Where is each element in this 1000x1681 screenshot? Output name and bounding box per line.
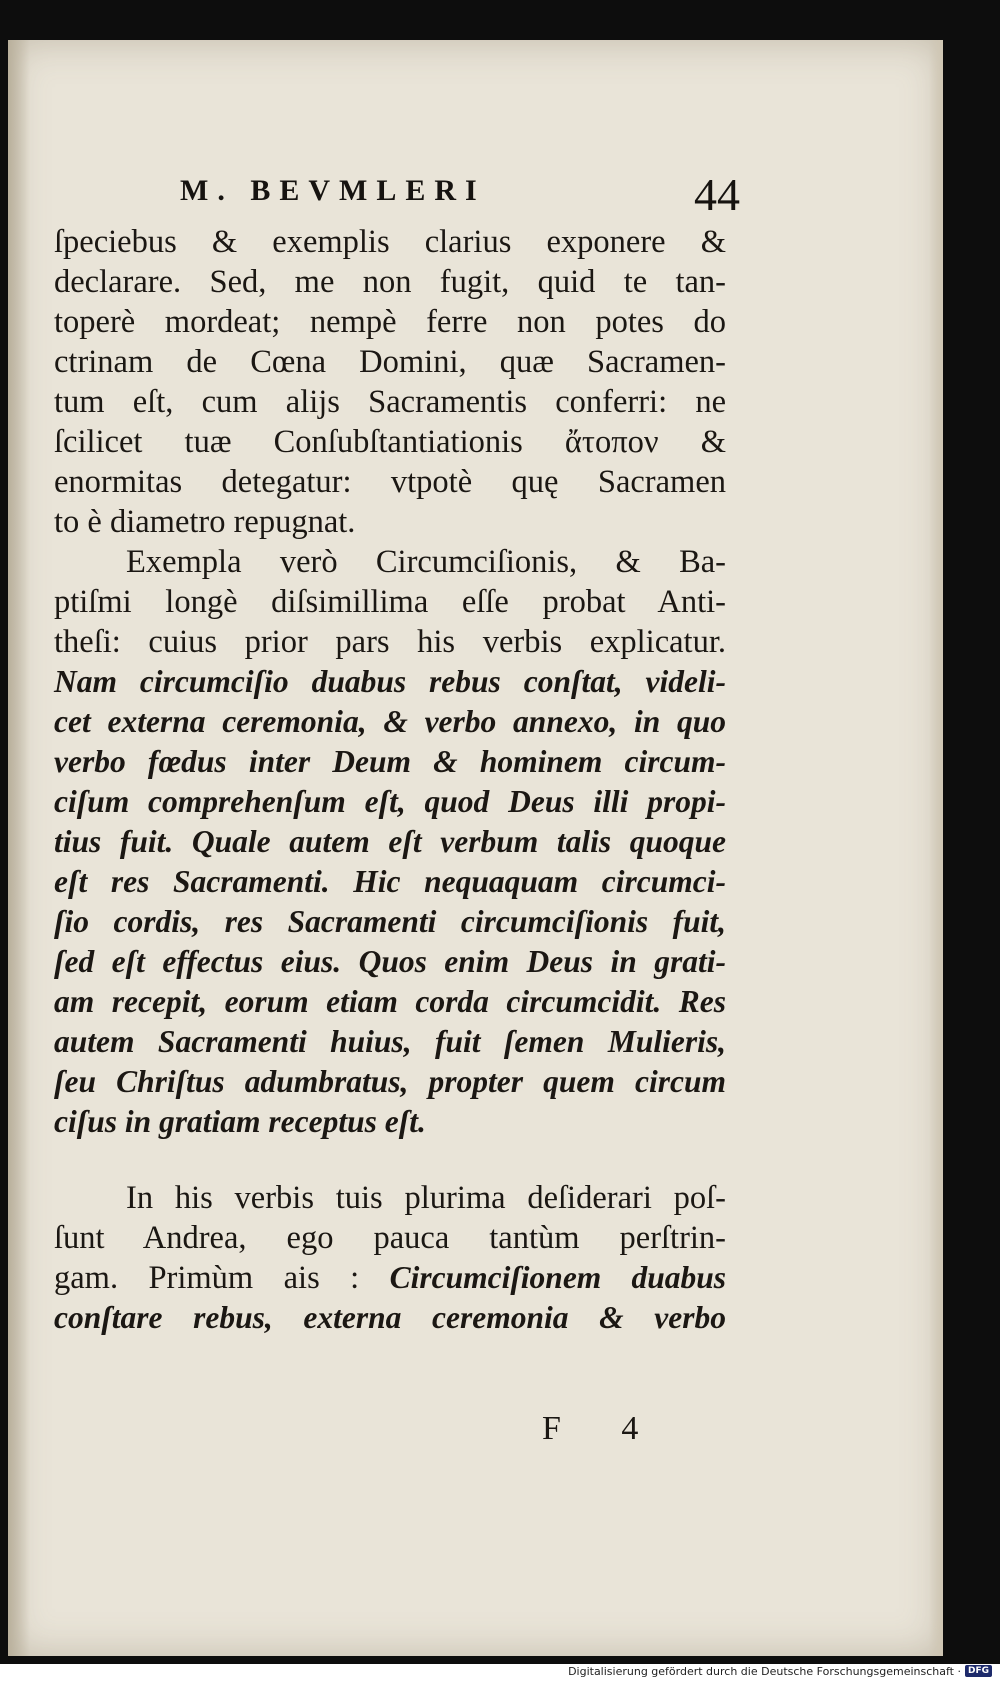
running-head — [170, 168, 740, 224]
page-number: 44 — [694, 169, 740, 220]
text-line: Exempla verò Circumciſionis, & Ba- — [126, 544, 726, 580]
quote-line-mixed — [54, 1298, 726, 1338]
text-line: toperè mordeat; nempè ferre non potes do — [54, 304, 726, 340]
quote-line: ciſus in gratiam receptus eſt. — [54, 1104, 426, 1139]
text-line: ſcilicet tuæ Conſubſtantiationis ἄτοπον & — [54, 424, 726, 460]
text-line: ctrinam de Cœna Domini, quæ Sacramen- — [54, 344, 726, 380]
quote-line: ciſum comprehenſum eſt, quod Deus illi propi- — [54, 784, 726, 819]
quote-span: , externa ceremonia & verbo — [264, 1300, 726, 1335]
signature-mark: F 4 — [542, 1410, 665, 1447]
page-edge-shadow — [929, 40, 943, 1656]
quote-line: ſio cordis, res Sacramenti circumciſionis fuit, — [54, 904, 726, 939]
digitization-credit — [568, 1663, 992, 1679]
quote-span: Circumciſionem duabus — [389, 1260, 727, 1295]
dfg-logo: DFG — [965, 1665, 992, 1677]
quote-line: ſed eſt effectus eius. Quos enim Deus in grati- — [54, 944, 726, 979]
quote-line: autem Sacramenti huius, fuit ſemen Mulieris, — [54, 1024, 726, 1059]
text-line: tum eſt, cum alijs Sacramentis conferri: ne — [54, 384, 726, 420]
quote-line: ſeu Chriſtus adumbratus, propter quem circum — [54, 1064, 726, 1099]
text-line: In his verbis tuis plurima deſiderari poſ- — [126, 1180, 726, 1216]
quote-span: conſtare rebus — [54, 1300, 265, 1335]
text-line: ptiſmi longè diſsimillima eſſe probat Anti- — [54, 584, 726, 620]
text-line: to è diametro repugnat. — [54, 504, 356, 540]
page-gutter-shadow — [8, 40, 30, 1656]
quote-line: verbo fœdus inter Deum & hominem circum- — [54, 744, 726, 779]
quote-line: cet externa ceremonia, & verbo annexo, in quo — [54, 704, 726, 739]
text-span: gam. Primùm ais : — [54, 1260, 360, 1296]
text-line: enormitas detegatur: vtpotè quę Sacramen — [54, 464, 726, 500]
paragraph-gap — [54, 1142, 726, 1178]
page-text — [54, 222, 726, 1338]
quote-line: eſt res Sacramenti. Hic nequaquam circumci- — [54, 864, 726, 899]
text-line: declarare. Sed, me non fugit, quid te tan- — [54, 264, 726, 300]
text-line: ſpeciebus & exemplis clarius exponere & — [54, 224, 726, 260]
text-line-mixed — [54, 1258, 726, 1298]
text-line: ſunt Andrea, ego pauca tantùm perſtrin- — [54, 1220, 726, 1256]
text-line: theſi: cuius prior pars his verbis explicatur. — [54, 624, 726, 660]
quote-line: tius fuit. Quale autem eſt verbum talis quoque — [54, 824, 726, 859]
quote-line: am recepit, eorum etiam corda circumcidit. Res — [54, 984, 726, 1019]
credit-text: Digitalisierung gefördert durch die Deutsche Forschungsgemeinschaft · — [568, 1664, 961, 1678]
running-head-title: M. BEVMLERI — [180, 174, 486, 207]
quote-line: Nam circumciſio duabus rebus conſtat, videli- — [54, 664, 726, 699]
